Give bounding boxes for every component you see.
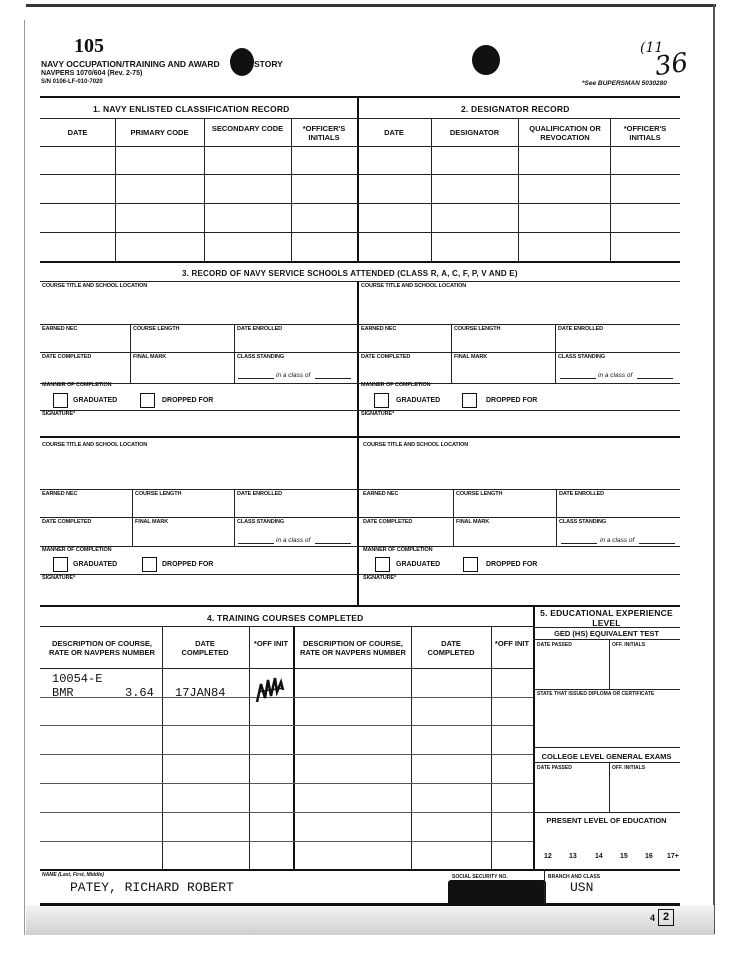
s3d-date-enrolled-label: DATE ENROLLED xyxy=(559,491,605,497)
s3b-vline xyxy=(451,324,452,384)
sec5-ged-label: GED (HS) EQUIVALENT TEST xyxy=(554,629,659,638)
sec5-line xyxy=(533,747,680,748)
s3c-line xyxy=(40,517,357,518)
s3d-standing-blank xyxy=(561,543,597,544)
s3a-line xyxy=(40,410,357,411)
sec2-col-designator: DESIGNATOR xyxy=(449,128,500,137)
s3a-vline xyxy=(130,324,131,384)
sec4-col-description xyxy=(42,639,162,657)
sec12-bottom-border xyxy=(40,261,680,263)
s3b-dropped-label: DROPPED FOR xyxy=(486,397,538,404)
s3c-vline xyxy=(234,489,235,547)
left-edge xyxy=(24,20,25,935)
sec4-col-description-2-text: DESCRIPTION OF COURSE, RATE OR NAVPERS NUMBER xyxy=(300,639,406,657)
sec5-college-underline xyxy=(533,762,680,763)
sec4-col-date-completed-text: DATE COMPLETED xyxy=(181,639,229,657)
sec1-col-officer-initials xyxy=(291,124,357,142)
s3c-date-completed-label: DATE COMPLETED xyxy=(42,519,92,525)
s3b-line xyxy=(357,324,680,325)
sec2-col-qualification-text: QUALIFICATION OR REVOCATION xyxy=(529,124,601,142)
sec5-line xyxy=(533,812,680,813)
sec5-vline xyxy=(609,762,610,812)
s3c-date-enrolled-label: DATE ENROLLED xyxy=(237,491,283,497)
s3a-earned-nec-label: EARNED NEC xyxy=(42,326,78,332)
section3-title: 3. RECORD OF NAVY SERVICE SCHOOLS ATTENDED (CLASS R, A, C, F, P, V AND E) xyxy=(182,269,518,278)
s3a-line xyxy=(40,324,357,325)
sec12-row-line xyxy=(40,232,680,233)
s3b-date-enrolled-label: DATE ENROLLED xyxy=(558,326,604,332)
sec12-header-underline xyxy=(40,146,680,147)
sec4-col-description-text: DESCRIPTION OF COURSE, RATE OR NAVPERS NUMBER xyxy=(49,639,155,657)
sec1-col-line xyxy=(204,118,205,262)
sec1-col-primary-code: PRIMARY CODE xyxy=(130,128,189,137)
education-level-12[interactable]: 12 xyxy=(544,853,552,860)
sec4-col-off-init-2-text: *OFF INIT xyxy=(494,639,530,648)
page-number: 2 xyxy=(662,911,670,923)
form-number-large: 105 xyxy=(74,35,104,57)
training-rate: BMR xyxy=(52,686,74,700)
handwritten-note: (11 xyxy=(640,40,664,56)
s3c-course-title-label: COURSE TITLE AND SCHOOL LOCATION xyxy=(42,442,148,448)
sec4-row-line xyxy=(40,812,533,813)
s3a-graduated-label: GRADUATED xyxy=(73,397,118,404)
sec4-row-line xyxy=(40,725,533,726)
stock-number: S/N 0106-LF-010-7020 xyxy=(41,79,103,85)
s3c-final-mark-label: FINAL MARK xyxy=(135,519,169,525)
sec5-date-passed-label: DATE PASSED xyxy=(537,642,572,648)
s3c-graduated-label: GRADUATED xyxy=(73,561,118,568)
s3a-signature-label: SIGNATURE* xyxy=(42,411,76,417)
s3b-date-completed-label: DATE COMPLETED xyxy=(361,354,411,360)
sec5-present-level-label: PRESENT LEVEL OF EDUCATION xyxy=(546,816,667,825)
s3c-class-of-blank xyxy=(315,543,351,544)
section4-title: 4. TRAINING COURSES COMPLETED xyxy=(207,613,364,623)
s3a-manner-label: MANNER OF COMPLETION xyxy=(42,382,112,388)
s3d-line xyxy=(357,574,680,575)
sec4-col-date-completed-2 xyxy=(418,639,484,657)
s3b-course-length-label: COURSE LENGTH xyxy=(454,326,501,332)
page-number-box xyxy=(658,909,674,926)
s3d-line xyxy=(357,517,680,518)
sec5-off-initials-label: OFF. INITIALS xyxy=(612,642,646,648)
s3b-class-of-blank xyxy=(637,378,673,379)
s3a-date-enrolled-label: DATE ENROLLED xyxy=(237,326,283,332)
s3a-dropped-label: DROPPED FOR xyxy=(162,397,214,404)
sec2-col-line xyxy=(431,118,432,262)
s3b-graduated-checkbox[interactable] xyxy=(374,393,389,408)
s3d-manner-label: MANNER OF COMPLETION xyxy=(363,547,433,553)
sec12-row-line xyxy=(40,174,680,175)
top-edge xyxy=(26,4,716,7)
s3b-course-title-label: COURSE TITLE AND SCHOOL LOCATION xyxy=(361,283,467,289)
sec4-row-line xyxy=(40,754,533,755)
s3c-line xyxy=(40,574,357,575)
sec2-col-date: DATE xyxy=(384,128,404,137)
sec4-col-line xyxy=(293,626,295,870)
s3a-class-standing-label: CLASS STANDING xyxy=(237,354,285,360)
branch-value: USN xyxy=(570,880,594,895)
s3a-course-title-label: COURSE TITLE AND SCHOOL LOCATION xyxy=(42,283,148,289)
s3d-vline xyxy=(556,489,557,547)
sec4-col-date-completed-2-text: DATE COMPLETED xyxy=(427,639,475,657)
s3a-standing-blank xyxy=(238,378,274,379)
s3b-graduated-label: GRADUATED xyxy=(396,397,441,404)
s3c-manner-label: MANNER OF COMPLETION xyxy=(42,547,112,553)
sec3-title-underline xyxy=(40,281,680,282)
s3c-graduated-checkbox[interactable] xyxy=(53,557,68,572)
form-title-right: STORY xyxy=(254,59,283,69)
sec4-col-off-init-text: *OFF INIT xyxy=(253,639,289,648)
sec45-top-border xyxy=(40,605,680,607)
s3-middle-separator xyxy=(40,436,680,438)
sec1-col-line xyxy=(115,118,116,262)
handwritten-page-number: 36 xyxy=(653,47,691,83)
bottom-shading xyxy=(26,905,714,935)
page-left-number: 4 xyxy=(650,913,656,923)
section5-title: 5. EDUCATIONAL EXPERIENCE LEVEL xyxy=(540,608,673,628)
training-date: 17JAN84 xyxy=(175,686,226,700)
s3a-class-of-blank xyxy=(315,378,351,379)
sec4-header-underline xyxy=(40,668,533,669)
training-score: 3.64 xyxy=(125,686,154,700)
name-label: NAME (Last, First, Middle) xyxy=(42,872,104,878)
s3c-vline xyxy=(132,489,133,547)
s3b-line xyxy=(357,410,680,411)
s3a-final-mark-label: FINAL MARK xyxy=(133,354,167,360)
s3a-in-a-class-of: in a class of xyxy=(276,372,311,379)
sec5-line xyxy=(533,689,680,690)
sec5-ged-underline xyxy=(533,639,680,640)
section1-title: 1. NAVY ENLISTED CLASSIFICATION RECORD xyxy=(93,104,290,114)
sec5-state-diploma-text: STATE THAT ISSUED DIPLOMA OR CERTIFICATE xyxy=(537,691,655,697)
sec1-col-date: DATE xyxy=(67,128,88,137)
s3c-in-a-class-of: in a class of xyxy=(276,537,311,544)
s3d-dropped-label: DROPPED FOR xyxy=(486,561,538,568)
ssn-label: SOCIAL SECURITY NO. xyxy=(452,874,508,880)
sec4-title-underline xyxy=(40,626,533,627)
sec4-col-description-2 xyxy=(296,639,410,657)
s3b-standing-blank xyxy=(560,378,596,379)
sec5-state-diploma-label xyxy=(537,691,677,698)
officer-initials-signature xyxy=(253,672,287,706)
sec1-col-officer-initials-text: *OFFICER'S INITIALS xyxy=(302,124,346,142)
sec1-col-secondary-code xyxy=(204,124,291,133)
sec45-bottom-border xyxy=(40,869,680,871)
sec2-col-qualification xyxy=(520,124,610,142)
education-level-15[interactable]: 15 xyxy=(620,853,628,860)
s3a-date-completed-label: DATE COMPLETED xyxy=(42,354,92,360)
footer-bottom-line xyxy=(40,903,680,906)
sec5-college-exams-label: COLLEGE LEVEL GENERAL EXAMS xyxy=(541,752,672,761)
sec3-divider xyxy=(357,281,359,606)
sec4-col-off-init xyxy=(253,639,289,648)
sec1-col-secondary-code-text: SECONDARY CODE xyxy=(211,124,284,133)
sec4-col-date-completed xyxy=(172,639,238,657)
branch-label: BRANCH AND CLASS xyxy=(548,874,601,880)
name-value: PATEY, RICHARD ROBERT xyxy=(70,880,234,895)
s3a-course-length-label: COURSE LENGTH xyxy=(133,326,180,332)
s3b-final-mark-label: FINAL MARK xyxy=(454,354,488,360)
s3b-signature-label: SIGNATURE* xyxy=(361,411,395,417)
s3d-earned-nec-label: EARNED NEC xyxy=(363,491,399,497)
sec5-ged-line xyxy=(533,627,680,628)
s3c-earned-nec-label: EARNED NEC xyxy=(42,491,78,497)
s3b-line xyxy=(357,352,680,353)
s3d-date-completed-label: DATE COMPLETED xyxy=(363,519,413,525)
sec2-col-line xyxy=(610,118,611,262)
s3a-line xyxy=(40,352,357,353)
education-level-17plus[interactable]: 17+ xyxy=(667,853,679,860)
s3d-graduated-checkbox[interactable] xyxy=(375,557,390,572)
sec2-col-officer-initials-text: *OFFICER'S INITIALS xyxy=(623,124,667,142)
form-title-left: NAVY OCCUPATION/TRAINING AND AWARD xyxy=(41,59,220,69)
s3c-standing-blank xyxy=(238,543,274,544)
s3a-vline xyxy=(234,324,235,384)
section5-title-line1 xyxy=(533,608,680,628)
sec4-col-line xyxy=(249,626,250,870)
right-edge xyxy=(713,4,715,934)
ink-blot-1 xyxy=(230,48,254,76)
sec4-row-line xyxy=(40,783,533,784)
footer-vline xyxy=(544,869,545,903)
s3d-final-mark-label: FINAL MARK xyxy=(456,519,490,525)
s3c-signature-label: SIGNATURE* xyxy=(42,575,76,581)
sec12-title-underline xyxy=(40,118,680,119)
s3d-signature-label: SIGNATURE* xyxy=(363,575,397,581)
s3d-line xyxy=(357,489,680,490)
s3d-class-standing-label: CLASS STANDING xyxy=(559,519,607,525)
sec2-col-line xyxy=(518,118,519,262)
education-level-16[interactable]: 16 xyxy=(645,853,653,860)
s3d-class-of-blank xyxy=(639,543,675,544)
s3a-dropped-checkbox[interactable] xyxy=(140,393,155,408)
s3c-course-length-label: COURSE LENGTH xyxy=(135,491,182,497)
s3a-graduated-checkbox[interactable] xyxy=(53,393,68,408)
sec4-col-off-init-2 xyxy=(494,639,530,648)
sec5-off-initials-label-2: OFF. INITIALS xyxy=(612,765,646,771)
section2-title: 2. DESIGNATOR RECORD xyxy=(461,104,570,114)
education-level-13[interactable]: 13 xyxy=(569,853,577,860)
s3b-in-a-class-of: in a class of xyxy=(598,372,633,379)
education-level-14[interactable]: 14 xyxy=(595,853,603,860)
s3b-vline xyxy=(555,324,556,384)
bupersman-note: *See BUPERSMAN 5030280 xyxy=(582,80,667,87)
sec12-divider xyxy=(357,96,359,262)
sec4-row-line xyxy=(40,841,533,842)
training-course-number: 10054-E xyxy=(52,672,103,686)
s3b-class-standing-label: CLASS STANDING xyxy=(558,354,606,360)
navpers-number: NAVPERS 1070/604 (Rev. 2-75) xyxy=(41,70,143,77)
s3d-dropped-checkbox[interactable] xyxy=(463,557,478,572)
sec5-vline xyxy=(609,639,610,689)
sec5-date-passed-label-2: DATE PASSED xyxy=(537,765,572,771)
s3c-class-standing-label: CLASS STANDING xyxy=(237,519,285,525)
s3d-in-a-class-of: in a class of xyxy=(600,537,635,544)
sec4-col-line xyxy=(491,626,492,870)
s3d-course-length-label: COURSE LENGTH xyxy=(456,491,503,497)
s3d-vline xyxy=(453,489,454,547)
s3b-manner-label: MANNER OF COMPLETION xyxy=(361,382,431,388)
sec2-col-officer-initials xyxy=(612,124,678,142)
sec45-divider xyxy=(533,605,535,870)
sec12-row-line xyxy=(40,203,680,204)
ink-blot-2 xyxy=(472,45,500,75)
s3c-dropped-checkbox[interactable] xyxy=(142,557,157,572)
s3c-line xyxy=(40,489,357,490)
sec12-top-border xyxy=(40,96,680,98)
s3c-dropped-label: DROPPED FOR xyxy=(162,561,214,568)
s3d-graduated-label: GRADUATED xyxy=(396,561,441,568)
s3d-course-title-label: COURSE TITLE AND SCHOOL LOCATION xyxy=(363,442,469,448)
sec4-col-line xyxy=(162,626,163,870)
s3b-earned-nec-label: EARNED NEC xyxy=(361,326,397,332)
s3b-dropped-checkbox[interactable] xyxy=(462,393,477,408)
sec4-col-line xyxy=(411,626,412,870)
